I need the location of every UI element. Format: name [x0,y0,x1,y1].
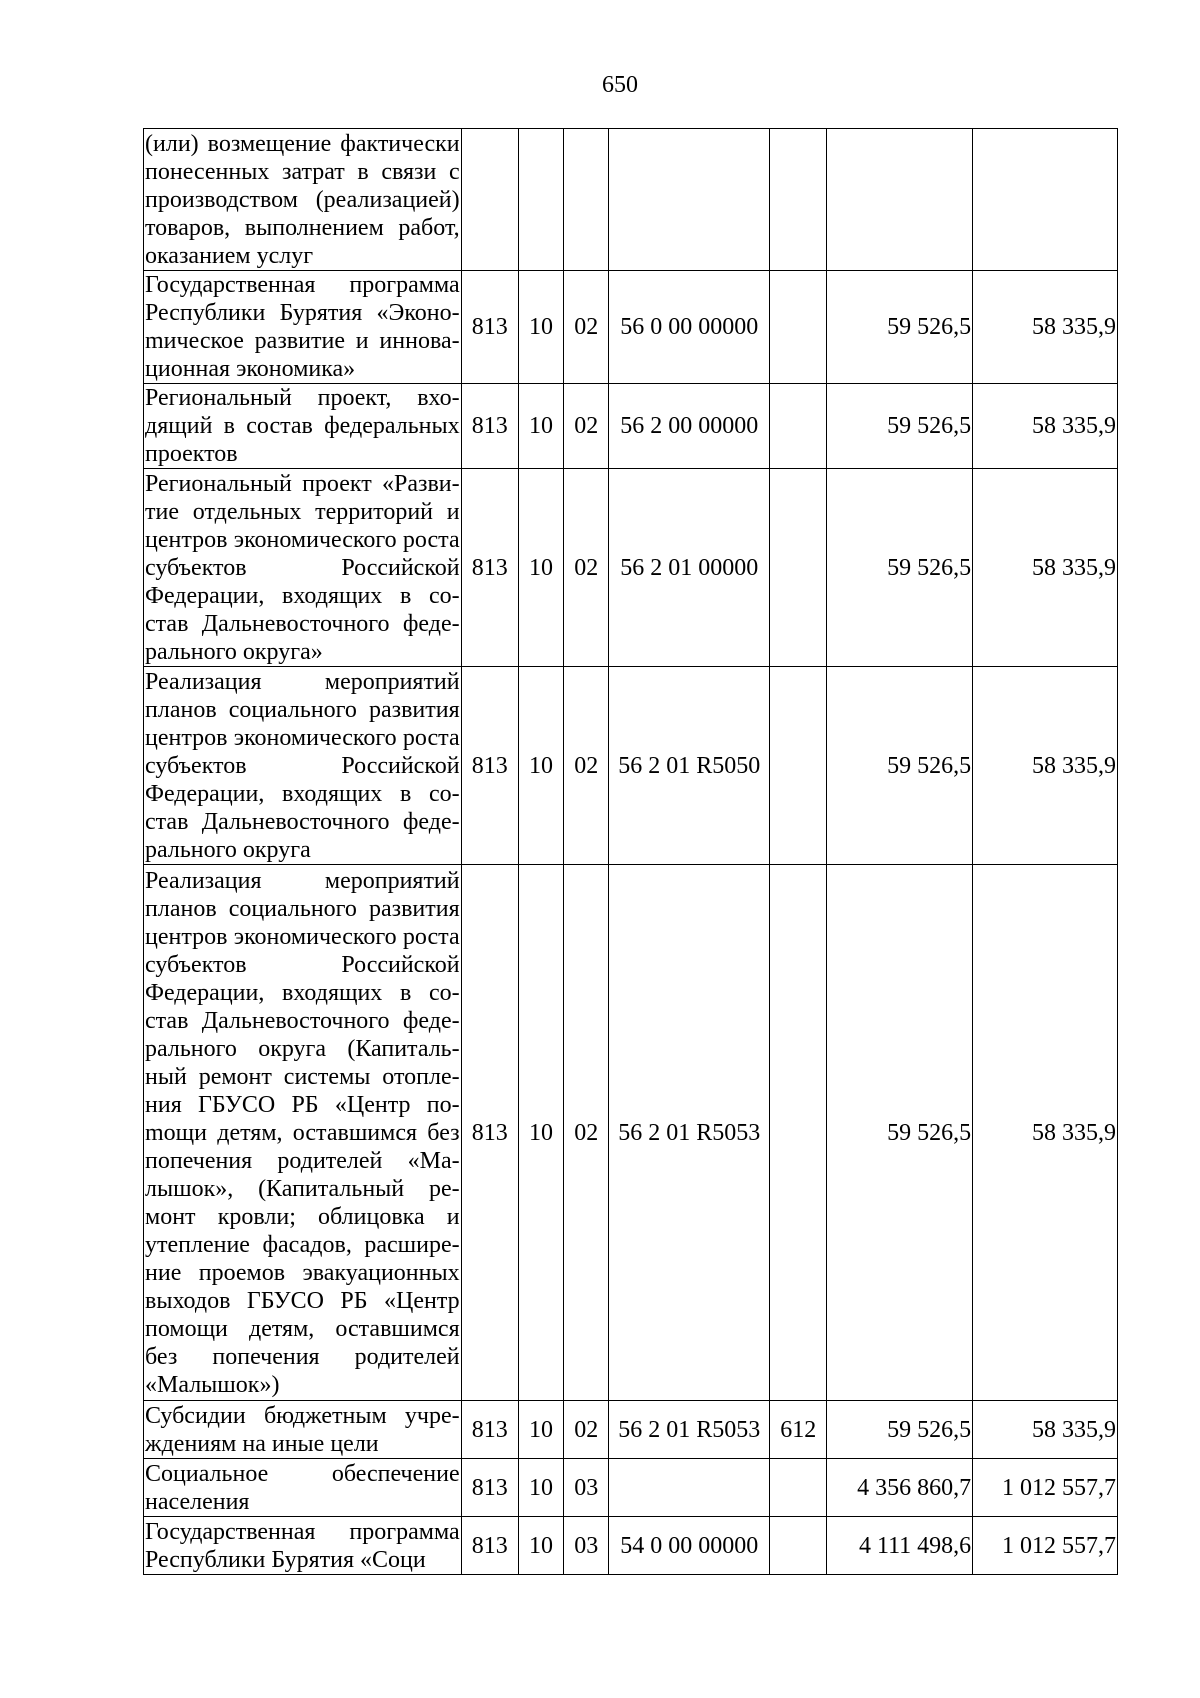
target-article-code: 56 2 01 00000 [609,469,770,667]
expense-type-code [770,1517,827,1575]
section-code: 10 [518,1517,563,1575]
subsection-code: 02 [564,469,609,667]
row-name: Государственная программа Республики Бурятия «Соци [145,1518,460,1573]
row-name: Государственная программа Республики Бурятия «Эконоmическое развитие и инновационная экономика» [145,272,460,382]
target-article-code: 54 0 00 00000 [609,1517,770,1575]
section-code: 10 [518,1401,563,1459]
page-number: 650 [602,72,638,98]
section-code: 10 [518,667,563,865]
grbs-code: 813 [461,1517,518,1575]
row-name: Социальное обеспечение населения [145,1460,460,1515]
amount-year-2: 1 012 557,7 [973,1459,1118,1517]
subsection-code: 02 [564,271,609,384]
table-row [144,865,1118,1401]
subsection-code: 02 [564,865,609,1401]
table-row [144,1401,1118,1459]
amount-year-2: 58 335,9 [973,271,1118,384]
grbs-code: 813 [461,1459,518,1517]
amount-year-1: 59 526,5 [827,469,973,667]
grbs-code: 813 [461,1401,518,1459]
target-article-code: 56 2 01 R5053 [609,865,770,1401]
amount-year-2: 58 335,9 [973,469,1118,667]
expense-type-code: 612 [770,1401,827,1459]
subsection-code: 02 [564,667,609,865]
table-row [144,1517,1118,1575]
subsection-code [564,129,609,271]
row-name: (или) возмещение фактически понесенных затрат в связи с производством (реализацией) товаров, выполнением работ, оказанием услуг [145,130,460,269]
amount-year-1: 4 356 860,7 [827,1459,973,1517]
table-row [144,469,1118,667]
expense-type-code [770,129,827,271]
target-article-code [609,129,770,271]
table-row [144,1459,1118,1517]
row-name: Региональный проект, входящий в состав федеральных проектов [145,385,460,467]
table-row [144,271,1118,384]
grbs-code [461,129,518,271]
amount-year-2: 58 335,9 [973,667,1118,865]
grbs-code: 813 [461,469,518,667]
expense-type-code [770,271,827,384]
table-row [144,129,1118,271]
section-code: 10 [518,271,563,384]
amount-year-2: 58 335,9 [973,1401,1118,1459]
target-article-code: 56 2 01 R5050 [609,667,770,865]
table-row [144,667,1118,865]
section-code: 10 [518,865,563,1401]
subsection-code: 03 [564,1459,609,1517]
grbs-code: 813 [461,667,518,865]
target-article-code: 56 0 00 00000 [609,271,770,384]
subsection-code: 02 [564,384,609,469]
section-code: 10 [518,1459,563,1517]
expense-type-code [770,865,827,1401]
amount-year-1: 59 526,5 [827,667,973,865]
amount-year-1: 59 526,5 [827,865,973,1401]
amount-year-2: 58 335,9 [973,865,1118,1401]
row-name: Реализация мероприятий планов социального развития центров экономического роста субъектов Российской Федерации, входящих в состав Дальневосточного федерального округа (Капитальный ремонт системы отопления ГБУСО РБ «Центр поmощи детям, оставшимся без попечения родителей «Малышок», (Капитальный ремонт кровли; облицовка и утепление фасадов, расширение проемов эвакуационных выходов ГБУСО РБ «Центр помощи детям, оставшимся без попечения родителей «Малышок») [144,865,462,1401]
amount-year-2 [973,129,1118,271]
expense-type-code [770,667,827,865]
target-article-code [609,1459,770,1517]
target-article-code: 56 2 00 00000 [609,384,770,469]
section-code [518,129,563,271]
amount-year-1: 4 111 498,6 [827,1517,973,1575]
amount-year-2: 58 335,9 [973,384,1118,469]
amount-year-1: 59 526,5 [827,271,973,384]
row-name: Реализация мероприятий планов социального развития центров экономического роста субъектов Российской Федерации, входящих в состав Дальневосточного федерального округа [145,668,460,863]
amount-year-1: 59 526,5 [827,384,973,469]
section-code: 10 [518,469,563,667]
grbs-code: 813 [461,865,518,1401]
table-row [144,384,1118,469]
target-article-code: 56 2 01 R5053 [609,1401,770,1459]
expense-type-code [770,469,827,667]
amount-year-2: 1 012 557,7 [973,1517,1118,1575]
subsection-code: 03 [564,1517,609,1575]
section-code: 10 [518,384,563,469]
grbs-code: 813 [461,271,518,384]
row-name: Субсидии бюджетным учреждениям на иные цели [145,1402,460,1457]
grbs-code: 813 [461,384,518,469]
amount-year-1: 59 526,5 [827,1401,973,1459]
budget-table [143,128,1118,1575]
expense-type-code [770,1459,827,1517]
amount-year-1 [827,129,973,271]
expense-type-code [770,384,827,469]
row-name: Региональный проект «Развитие отдельных территорий и центров экономического роста субъектов Российской Федерации, входящих в состав Дальневосточного федерального округа» [145,470,460,665]
subsection-code: 02 [564,1401,609,1459]
